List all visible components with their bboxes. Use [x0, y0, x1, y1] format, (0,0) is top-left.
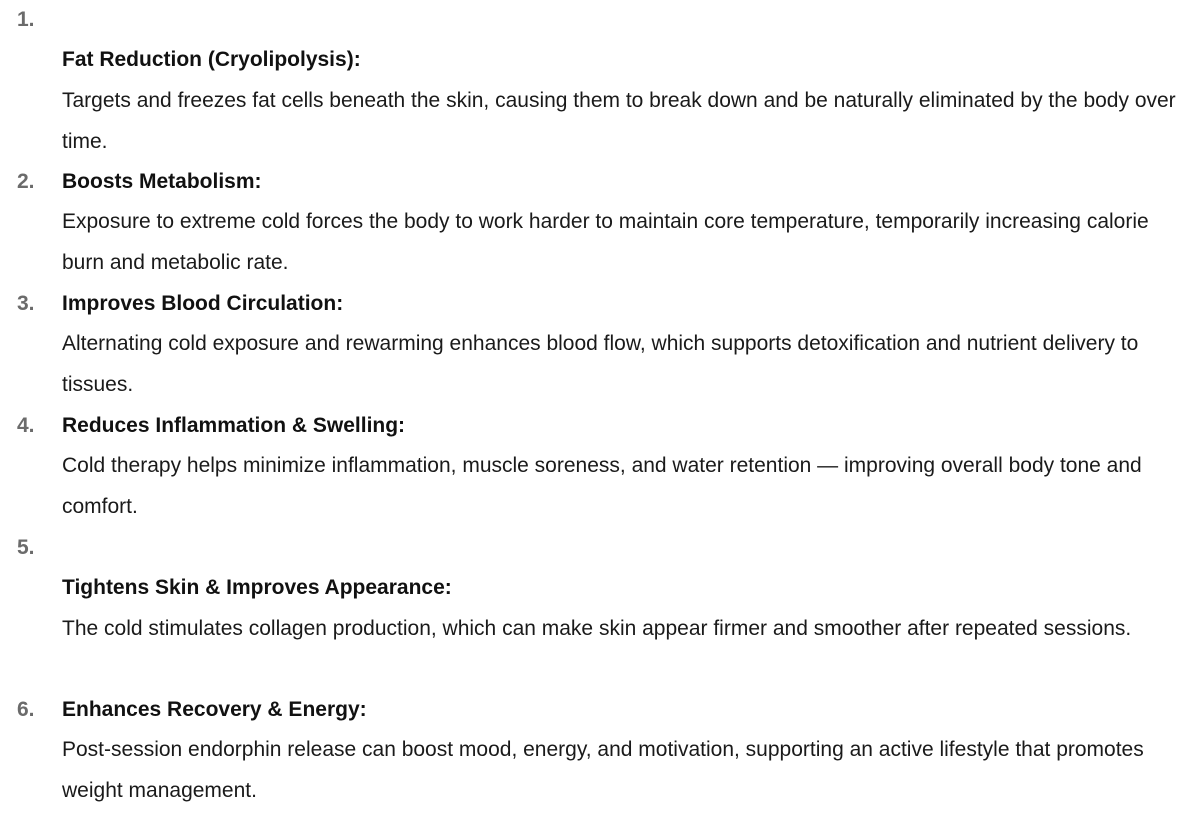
- item-description: Targets and freezes fat cells beneath the skin, causing them to break down and be naturally eliminated by the body over time.: [62, 89, 1176, 153]
- item-number: 3.: [17, 292, 35, 315]
- item-number: 4.: [17, 414, 35, 437]
- item-title: Reduces Inflammation & Swelling:: [62, 414, 406, 437]
- item-number: 5.: [17, 536, 35, 559]
- item-description: The cold stimulates collagen production, which can make skin appear firmer and smoother after repeated sessions.: [62, 617, 1132, 640]
- item-number: 6.: [17, 698, 35, 721]
- item-title: Fat Reduction (Cryolipolysis):: [62, 48, 361, 71]
- item-description: Alternating cold exposure and rewarming enhances blood flow, which supports detoxification and nutrient delivery to tissues.: [62, 332, 1139, 396]
- item-description: Cold therapy helps minimize inflammation, muscle soreness, and water retention — improving overall body tone and comfort.: [62, 454, 1142, 518]
- item-title: Enhances Recovery & Energy:: [62, 698, 367, 721]
- item-title: Tightens Skin & Improves Appearance:: [62, 576, 452, 599]
- item-number: 2.: [17, 170, 35, 193]
- item-number: 1.: [17, 8, 35, 31]
- item-description: Exposure to extreme cold forces the body to work harder to maintain core temperature, temporarily increasing calorie burn and metabolic rate.: [62, 210, 1149, 274]
- item-title: Boosts Metabolism:: [62, 170, 262, 193]
- item-title: Improves Blood Circulation:: [62, 292, 344, 315]
- item-description: Post-session endorphin release can boost mood, energy, and motivation, supporting an active lifestyle that promotes weight management.: [62, 738, 1144, 802]
